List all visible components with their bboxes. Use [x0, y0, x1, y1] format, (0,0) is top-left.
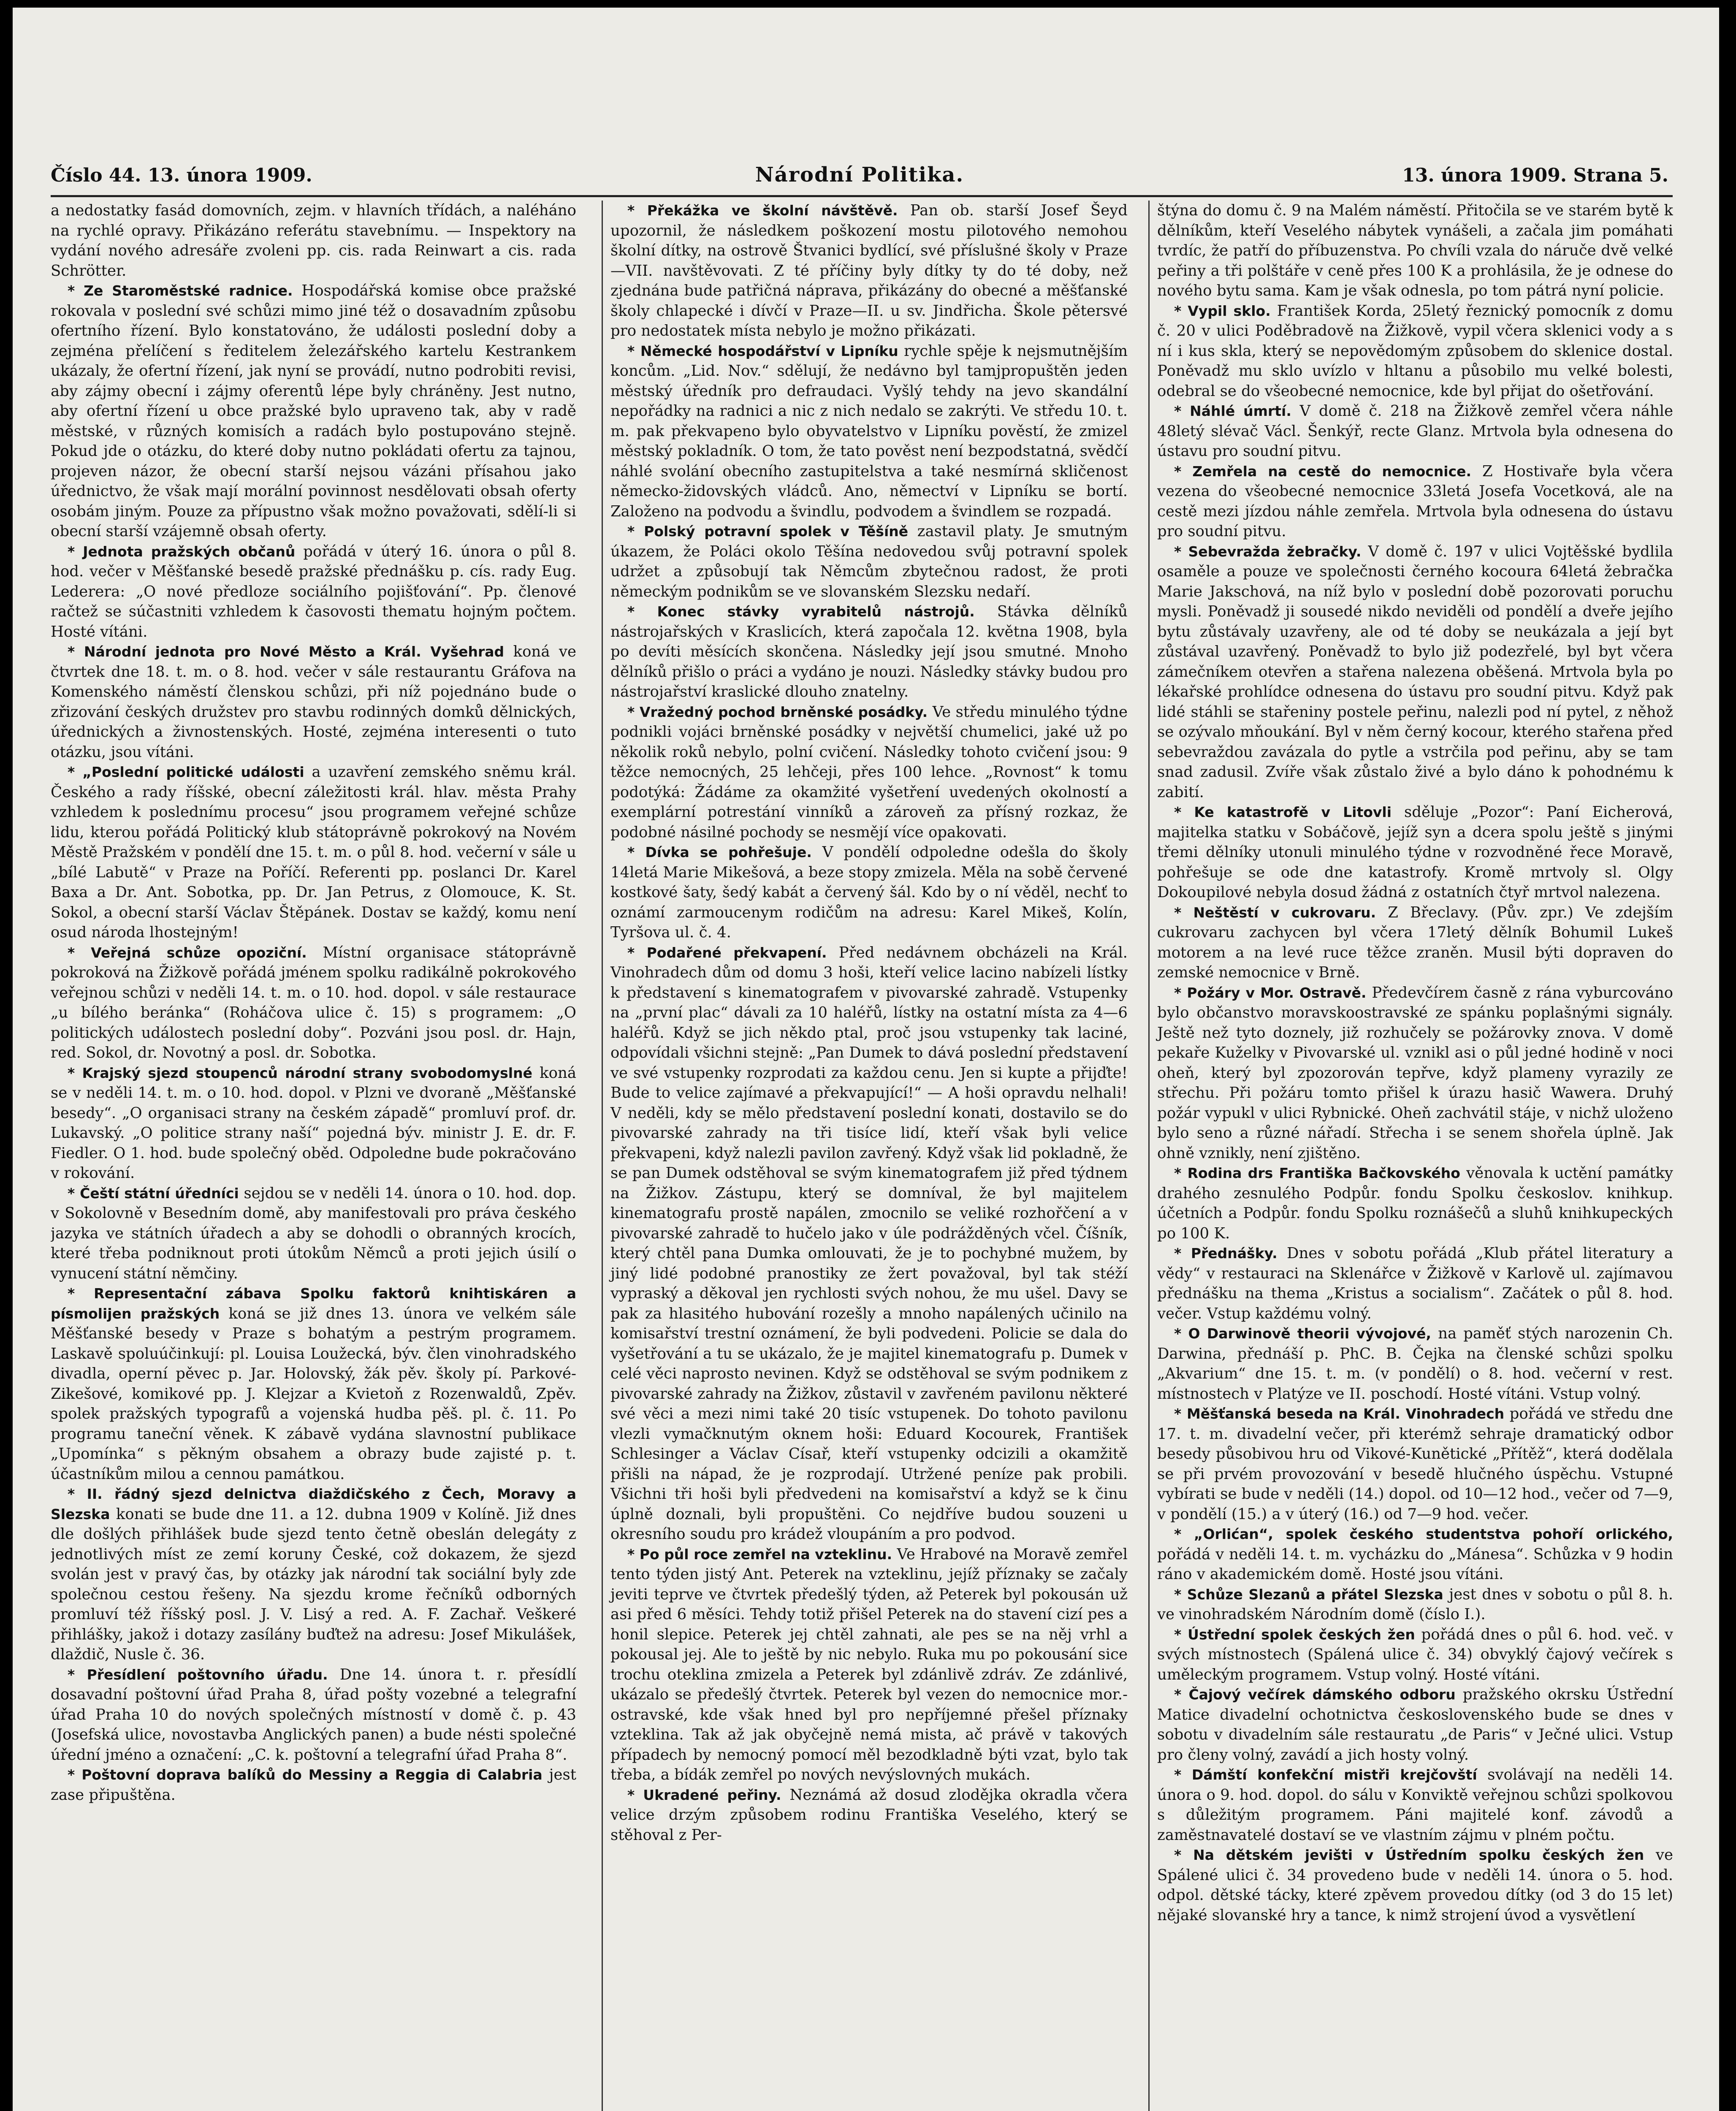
news-item-headline: * Požáry v Mor. Ostravě.	[1174, 984, 1367, 1001]
news-item-headline: * Překážka ve školní návštěvě.	[627, 202, 898, 219]
news-item	[51, 542, 576, 642]
news-item	[1157, 401, 1673, 461]
news-item-text: Z Hostivaře byla včera vezena do všeobecné nemocnice 33letá Josefa Vocetková, ale na cestě mezi jízdou náhle zemřela. Mrtvola byla odnesena do ústavu pro soudní pitvu.	[1157, 462, 1673, 540]
news-item-text: svolávají na neděli 14. února o 9. hod. dopol. do sálu v Konviktě veřejnou schůzi spolkovou s důležitým programem. Páni majitelé konf. závodů a zaměstnavatelé dostaví se ve vlastním zájmu v plném počtu.	[1157, 1766, 1673, 1844]
column-3	[1148, 201, 1673, 2111]
news-item	[51, 943, 576, 1063]
news-item	[1157, 1845, 1673, 1925]
news-item	[51, 1765, 576, 1805]
column-1	[51, 201, 576, 2111]
news-item-headline: * O Darwinově theorii vývojové,	[1174, 1325, 1432, 1342]
masthead-title: Národní Politika.	[755, 163, 964, 187]
news-item-headline: * Polský potravní spolek v Těšíně	[627, 523, 909, 540]
news-item-headline: * Ze Staroměstské radnice.	[68, 282, 293, 299]
news-item	[1157, 1163, 1673, 1243]
news-item	[1157, 201, 1673, 301]
header-rule	[51, 195, 1673, 197]
news-item	[51, 201, 576, 281]
news-item-text: pražského okrsku Ústřední Matice divadelní ochotnictva československého bude se dnes v sobotu v divadelním sále restauratu „de Paris“ v Ječné ulici. Vstup pro členy volný, zavádí a jich hosty volný.	[1157, 1686, 1673, 1764]
news-item-text: Hospodářská komise obce pražské rokovala v poslední své schůzi mimo jiné též o dosavadním způsobu ofertního řízení. Bylo konstatováno, že události poslední doby a zejména přelíčení s ředitelem železářského kartelu Kestrankem ukázaly, že ofertní řízení, jak nyní se provádí, nutno podrobiti revisi, aby zájmy obecní i zájmy oferentů lépe byly chráněny. Jest nutno, aby ofertní řízení u obce pražské bylo upraveno tak, aby v radě městské, v různých komisích a radách bylo postupováno stejně. Pokud jde o otázku, do které doby nutno pokládati ofertu za tajnou, projeven názor, že obecní starší nejsou vázáni přísahou jako úřednictvo, že však mají morální povinnost nesdělovati obsah oferty osobám jiným. Pouze za přípustno však možno považovati, sdělí-li si obecní starší vzájemně obsah oferty.	[51, 282, 576, 540]
issue-number: Číslo 44. 13. února 1909.	[51, 165, 312, 186]
news-item-text: sděluje „Pozor“: Paní Eicherová, majitelka statku v Sobáčově, jejíž syn a dcera spolu ještě s jinými třemi dělníky utonuli minulého týdne v rozvodněné řece Moravě, pohřešuje se ode dne katastrofy. Kromě mrtvoly sl. Olgy Dokoupilové nebyla dosud žádná z ostatních čtyř mrtvol nalezena.	[1157, 803, 1673, 901]
news-item-text: koná se v neděli 14. t. m. o 10. hod. dopol. v Plzni ve dvoraně „Měšťanské besedy“. „O organisaci strany na českém západě“ promluví prof. dr. Lukavský. „O politice strany naší“ pojedná býv. ministr J. E. dr. F. Fiedler. O 1. hod. bude společný oběd. Odpoledne bude pokračováno v rokování.	[51, 1064, 576, 1182]
news-item-text: ve Spálené ulici č. 34 provedeno bude v neděli 14. února o 5. hod. odpol. dětské tácky, které zpěvem provedou dítky (od 3 do 15 let) nějaké slovanské hry a tance, k nimž strojení úvod a vysvětlení	[1157, 1846, 1673, 1924]
news-item-headline: * Konec stávky vyrabitelů nástrojů.	[627, 603, 975, 620]
news-item	[1157, 802, 1673, 903]
news-item-text: štýna do domu č. 9 na Malém náměstí. Přitočila se ve starém bytě k dělníkům, kteří Veselého nábytek vynášeli, a začala jim pomáhati tvrdíc, že patří do příbuzenstva. Po chvíli vzala do náruče dvě velké peřiny a tři polštáře v ceně přes 100 K a prohlásila, že je odnese do nového bytu sama. Kam je však odnesla, po tom pátrá nyní policie.	[1157, 202, 1673, 299]
news-item-headline: * Přednášky.	[1174, 1245, 1278, 1262]
news-item-text: a nedostatky fasád domovních, zejm. v hlavních třídách, a naléháno na rychlé opravy. Přikázáno referátu stavebnímu. — Inspektory na vydání nového adresáře zvoleni pp. cis. rada Reinwart a cis. rada Schrötter.	[51, 202, 576, 279]
news-item	[51, 1283, 576, 1484]
news-item	[51, 1183, 576, 1284]
news-item-text: pořádá v úterý 16. února o půl 8. hod. večer v Měšťanské besedě pražské přednášku p. cís. rady Eug. Lederera: „O nové předloze sociálního pojišťování“. Pp. členové račtež se súčastniti vzhledem k časovosti thematu hojným počtem. Hosté vítáni.	[51, 543, 576, 640]
news-item-headline: * Rodina drs Františka Bačkovského	[1174, 1165, 1460, 1181]
news-item-text: František Korda, 25letý řeznický pomocník z domu č. 20 v ulici Poděbradově na Žižkově, vypil včera sklenici vody a s ní i kus skla, který se nepovědomým způsobem do sklenice dostal. Poněvadž mu sklo uvízlo v hltanu a působilo mu velké bolesti, odebral se do všeobecné nemocnice, kde byl přijat do ošetřování.	[1157, 302, 1673, 400]
news-item	[51, 642, 576, 762]
news-item	[610, 1544, 1128, 1785]
news-item	[610, 602, 1128, 702]
news-item-headline: * Sebevražda žebračky.	[1174, 543, 1362, 560]
news-item-headline: * Poštovní doprava balíků do Messiny a Reggia di Calabria	[68, 1766, 542, 1783]
news-item	[1157, 1324, 1673, 1404]
news-item-headline: * Jednota pražských občanů	[68, 543, 296, 560]
news-item-text: Pan ob. starší Josef Šeyd upozornil, že následkem poškození mostu pilotového nemohou školní dítky, na ostrově Štvanici bydlící, své příslušné školy v Praze—VII. navštěvovati. Z té příčiny byly dítky ty do té doby, než zjednána bude patřičná náprava, přikázány do obecné a měšťanské školy chlapecké i dívčí v Praze—II. u sv. Jindřicha. Škole pětersvé pro nedostatek místa nebylo je možno přikázati.	[610, 202, 1128, 339]
news-item	[1157, 542, 1673, 803]
news-item-text: Dne 14. února t. r. přesídlí dosavadní poštovní úřad Praha 8, úřad pošty vozebné a telegrafní úřad Praha 10 do nových společných místností v domě č. p. 43 (Josefská ulice, novostavba Anglických panen) a bude nésti společné úřední jméno a označení: „C. k. poštovní a telegrafní úřad Praha 8“.	[51, 1666, 576, 1764]
news-item-text: Ve Hrabové na Moravě zemřel tento týden jistý Ant. Peterek na vzteklinu, jejíž příznaky se začaly jeviti teprve ve čtvrtek předešlý týden, až Peterek byl pokousán už asi před 6 měsíci. Tehdy totiž přišel Peterek na do stavení cizí pes a honil slepice. Peterek jej chtěl zahnati, ale pes se na něj vrhl a pokousal jej. Ale to ještě by nic nebylo. Ruka mu po pokousání sice trochu oteklina zmizela a Peterek byl zdánlivě zdráv. Ze zdánlivé, ukázalo se předešlý čtvrtek. Peterek byl vezen do nemocnice mor.-ostravské, kde však hned byl pro nepříjemné přešel příznaky vzteklina. Tak až jak obyčejně nemá mista, ač právě v takových případech by nemocný pomocí měl bezodkladně býti vzat, bylo tak třeba, a bídák zemřel po nových nevýslovných mukách.	[610, 1545, 1128, 1783]
article-columns	[51, 201, 1672, 2111]
news-item-text: rychle spěje k nejsmutnějším koncům. „Lid. Nov.“ sdělují, že nedávno byl tamjpropuštěn jeden městský úředník pro defraudaci. Vyšlý tehdy na jevo skandální nepořádky na radnici a nic z nich nedalo se zakrýti. Ve středu 10. t. m. pak překvapeno bylo obyvatelstvo v Lipníku pověstí, že zmizel městský pokladník. O tom, že tato pověst není bezpodstatná, svědčí náhlé svolání obecního zastupitelstva a také nesmírná skličenost německo-židovských vládců. Ano, němectví v Lipníku se bortí. Založeno na podvodu a švindlu, podvodem a švindlem se rozpadá.	[610, 342, 1128, 520]
news-item-text: Místní organisace státoprávně pokroková na Žižkově pořádá jménem spolku radikálně pokrokového veřejnou schůzi v neděli 14. t. m. o 10. hod. dopol. v sále restaurace „u bílého beránka“ (Roháčova ulice č. 15) s programem: „O politických událostech poslední doby“. Pozváni jsou posl. dr. Hajn, red. Sokol, dr. Novotný a posl. dr. Sobotka.	[51, 944, 576, 1061]
news-item-headline: * Národní jednota pro Nové Město a Král. Vyšehrad	[68, 643, 505, 660]
news-item-headline: * Zemřela na cestě do nemocnice.	[1174, 463, 1472, 480]
news-item-text: Před nedávnem obcházeli na Král. Vinohradech dům od domu 3 hoši, kteří velice lacino nabízeli lístky k představení s kinematografem v pivovarské zahradě. Vstupenky na „první plac“ dávali za 10 haléřů, lístky na ostatní místa za 4—6 haléřů. Když se jich někdo ptal, proč jsou vstupenky tak laciné, odpovídali všichni stejně: „Pan Dumek to dává poslední představení ve své vstupenky rozprodati za každou cenu. Jen si kupte a přijďte! Bude to velice zajímavé a překvapující!“ — A hoši opravdu nelhali! V neděli, kdy se mělo představení poslední konati, dostavilo se do pivovarské zahrady na tři tisíce lidí, kteří však byli velice překvapeni, když nalezli pavilon zavřený. Když však lid pokladně, že se pan Dumek odstěhoval se svým kinematografem již před týdnem na Žižkov. Zástupu, který se domníval, že byl majitelem kinematografu prostě napálen, zmocnilo se veliké rozhořčení a v pivovarské zahradě to hučelo jako v úle podrážděných včel. Číšník, který chtěl pana Dumka omlouvati, že je to pochybné mužem, by jiný lidé podobné pranostiky ze žert považoval, byl tak stéží vypraský a děkoval jen rychlosti svých nohou, že mu ušel. Davy se pak za hlasitého hubování rozešly a mnoho napálených učinilo na komisařství trestní oznámení, že byli podvedeni. Policie se dala do vyšetřování a tu se ukázalo, že je majitel kinematografu p. Dumek v celé věci naprosto nevinen. Když se odstěhoval se svým podnikem z pivovarské zahrady na Žižkov, zůstavil v zavřeném pavilonu některé své věci a mezi nimi také 20 tisíc vstupenek. Do tohoto pavilonu vlezli vymačknutým oknem hoši: Eduard Kocourek, František Schlesinger a Václav Císař, kteří vstupenky odcizili a okamžitě přišli na nápad, že je rozprodají. Utržené peníze pak probili. Všichni tři hoši byli předvedeni na komisařství a když se k činu úplně doznali, byli propuštěni. Co nejdříve budou souzeni u okresního soudu pro krádež vloupáním a pro podvod.	[610, 944, 1128, 1543]
news-item	[51, 762, 576, 943]
page-header	[51, 165, 1668, 194]
news-item-text: Ve středu minulého týdne podnikli vojáci brněnské posádky v největší chumelici, jaké už po několik roků nebylo, polní cvičení. Následky tohoto cvičení jsou: 9 těžce nemocných, 25 lehčeji, přes 100 lehce. „Rovnost“ k tomu podotýká: Žádáme za okamžité vyšetření uvedených okolností a exemplární potrestání vinníků a zároveň za přísný rozkaz, že podobné násilné pochody se nesmějí více opakovati.	[610, 703, 1128, 841]
news-item-headline: * Podařené překvapení.	[627, 944, 827, 961]
news-item	[610, 201, 1128, 341]
news-item	[610, 1785, 1128, 1845]
news-item	[610, 842, 1128, 943]
news-item-headline: * Německé hospodářství v Lipníku	[627, 342, 898, 359]
news-item	[1157, 1765, 1673, 1845]
news-item	[1157, 1585, 1673, 1625]
news-item-text: V pondělí odpoledne odešla do školy 14letá Marie Mikešová, a beze stopy zmizela. Měla na sobě červené kostkové šaty, šedý kabát a červený šál. Kdo by o ní věděl, nechť to oznámí zarmoucenym rodičům na adresu: Karel Mikeš, Kolín, Tyršova ul. č. 4.	[610, 844, 1128, 941]
news-item-headline: * II. řádný sjezd delnictva diaždičského z Čech, Moravy a Slezska	[51, 1486, 576, 1522]
news-item-text: na paměť stých narozenin Ch. Darwina, přednáší p. PhC. B. Čejka na členské schůzi spolku „Akvarium“ dne 15. t. m. (v pondělí) o 8. hod. večerní v rest. místnostech v Platýze ve II. poschodí. Hosté vítáni. Vstup volný.	[1157, 1325, 1673, 1403]
news-item-text: věnovala k uctění památky drahého zesnulého Podpůr. fondu Spolku českoslov. knihkup. účetních a Podpůr. fondu Spolku roznášečů a sluhů knihkupeckých po 100 K.	[1157, 1164, 1673, 1242]
news-item-text: sejdou se v neděli 14. února o 10. hod. dop. v Sokolovně v Besedním domě, aby manifestovali pro práva českého jazyka ve státních úřadech a aby se dohodli o obranných krocích, které třeba podniknout proti útokům Němců a proti jejich úsilí o vynucení státní němčiny.	[51, 1184, 576, 1282]
news-item	[610, 521, 1128, 602]
news-item-text: Dnes v sobotu pořádá „Klub přátel literatury a vědy“ v restauraci na Sklenářce v Žižkově v Karlově ul. zajímavou přednášku na thema „Kristus a socialism“. Začátek o půl 8. hod. večer. Vstup každému volný.	[1157, 1245, 1673, 1322]
news-item-headline: * Na dětském jevišti v Ústředním spolku českých žen	[1174, 1847, 1644, 1863]
column-2	[602, 201, 1128, 2111]
news-item	[1157, 301, 1673, 402]
news-item-text: konati se bude dne 11. a 12. dubna 1909 v Kolíně. Již dnes dle došlých přihlášek bude sjezd tento četně obeslán delegáty z jednotlivých míst ze zemí koruny České, což dokazem, že sjezd svolán jest v pravý čas, by otázky jak národní tak sociální byly zde společnou cestou řešeny. Na sjezdu krome řečníků odborných promluví též říšský posl. J. V. Lisý a red. A. F. Zachař. Veškeré přihlášky, jakož i dotazy zasílány buďtež na adresu: Josef Mikulášek, dlaždič, Nusle č. 36.	[51, 1505, 576, 1663]
news-item-text: zastavil platy. Je smutným úkazem, že Poláci okolo Těšína nedovedou svůj potravní spolek udržet a způsobují tak Němcům zbytečnou radost, že proti německým podnikům se ve slovanském Slezsku nedaří.	[610, 523, 1128, 600]
news-item-text: V domě č. 218 na Žižkově zemřel včera náhle 48letý slévač Václ. Šenkýř, recte Glanz. Mrtvola byla odnesena do ústavu pro soudní pitvu.	[1157, 402, 1673, 460]
news-item-text: Z Břeclavy. (Pův. zpr.) Ve zdejším cukrovaru zachycen byl včera 17letý dělník Bohumil Lukeš motorem a na levé ruce těžce zraněn. Musil býti dopraven do zemské nemocnice v Brně.	[1157, 904, 1673, 981]
news-item	[610, 943, 1128, 1544]
news-item-text: koná se již dnes 13. února ve velkém sále Měšťanské besedy v Praze s bohatým a pestrým programem. Laskavě spoluúčinkují: pl. Louisa Loužecká, býv. člen vinohradského divadla, operní pěvec p. Jar. Holovský, žák pěv. školy pí. Parkové-Zikešové, komikové pp. J. Klejzar a Kvietoň z Rozenwaldů, Zpěv. spolek pražských typografů a vojenská hudba pěš. pl. č. 11. Po programu taneční věnek. K zábavě vydána slavnostní publikace „Upomínka“ s pěkným obsahem a obrazy bude zajisté p. t. účastníkům milou a cennou památkou.	[51, 1305, 576, 1483]
news-item-text: V domě č. 197 v ulici Vojtěšské bydlila osaměle a pouze ve společnosti černého kocoura 64letá žebračka Marie Jakschová, na níž bylo v poslední době pozorovati poruchu mysli. Poněvadž ji sousedé nikdo neviděli od pondělí a dveře jejího bytu zůstávaly uzavřeny, ale od té doby se neukázala a její byt zůstával uzavřený. Poněvadž to bylo již podezřelé, byl byt včera zámečníkem otevřen a stařena nalezena oběšená. Mrtvola byla po lékařské prohlídce odnesena do ústavu pro soudní pitvu. Když pak lidé stáhli se stařeniny postele peřinu, nalezli pod ní pytel, z něhož se ozývalo mňoukání. Byl v něm černý kocour, kterého stařena před sebevraždou zavázala do pytle a vstrčila pod peřinu, aby se tam snad zadusil. Zvíře však zůstalo živé a bylo dáno k pohodnému k zabití.	[1157, 543, 1673, 801]
news-item-headline: * Dámští konfekční mistři krejčovští	[1174, 1766, 1477, 1783]
news-item-text: Stávka dělníků nástrojařských v Kraslicích, která započala 12. května 1908, byla po devíti měsících skončena. Následky její jsou smutné. Mnoho dělníků přišlo o práci a vydáno je nouzi. Následky stávky budou pro nástrojařství kraslické dlouho znatelny.	[610, 603, 1128, 700]
news-item	[1157, 1625, 1673, 1685]
news-item-text: jest zase připuštěna.	[51, 1766, 576, 1804]
news-item	[1157, 1243, 1673, 1324]
news-item	[1157, 1404, 1673, 1524]
news-item-headline: * Representační zábava Spolku faktorů knihtiskáren a písmolijen pražských	[51, 1285, 576, 1322]
news-item-headline: * „Poslední politické události	[68, 764, 304, 780]
news-item	[51, 1665, 576, 1765]
news-item-headline: * Ústřední spolek českých žen	[1174, 1626, 1415, 1643]
news-item	[51, 281, 576, 542]
news-item-headline: * Čajový večírek dámského odboru	[1174, 1686, 1456, 1703]
news-item	[1157, 903, 1673, 983]
news-item-text: Předevčírem časně z rána vyburcováno bylo občanstvo moravskoostravské ze spánku poplašnými signály. Ještě než tyto doznely, již rozhučely se požárovky znova. V domě pekaře Kuželky v Pivovarské ul. vznikl asi o půl jedné hodině v noci oheň, který byl zpozorován tepřve, když plameny vyrazily ze střechu. Při požáru tomto přišel k úrazu hasič Wawera. Druhý požár vypukl v ulici Rybnické. Oheň zachvátil stáje, v nichž uloženo bylo seno a různé nářadí. Střecha i se senem shořela úplně. Jak ohně vznikly, není zjištěno.	[1157, 984, 1673, 1162]
news-item-headline: * Vražedný pochod brněnské posádky.	[627, 703, 928, 720]
news-item-headline: * Schůze Slezanů a přátel Slezska	[1174, 1586, 1443, 1603]
date-page-number: 13. února 1909. Strana 5.	[1402, 165, 1668, 186]
news-item-text: Neznámá až dosud zlodějka okradla včera velice drzým způsobem rodinu Františka Veselého, který se stěhoval z Per-	[610, 1786, 1128, 1844]
news-item-headline: * „Orlićan“, spolek českého studentstva pohoří orlického,	[1174, 1526, 1673, 1542]
news-item-text: jest dnes v sobotu o půl 8. h. ve vinohradském Národním domě (číslo I.).	[1157, 1585, 1673, 1623]
news-item-headline: * Náhlé úmrtí.	[1174, 403, 1291, 419]
news-item-text: pořádá ve středu dne 17. t. m. divadelní večer, při kterémž sehraje dramatický odbor besedy působivou hru od Vikové-Kunětické „Přítěž“, která dodělala se při prvém provozování v besedě hlučného úspěchu. Vstupné vybírati se bude v neděli (14.) dopol. od 10—12 hod., večer od 7—9, v pondělí (15.) a v úterý (16.) od 7—9 hod. večer.	[1157, 1405, 1673, 1523]
news-item	[1157, 1524, 1673, 1585]
news-item	[51, 1063, 576, 1183]
news-item	[1157, 461, 1673, 542]
news-item	[1157, 1685, 1673, 1765]
news-item-headline: * Ukradené peřiny.	[627, 1786, 781, 1803]
news-item	[1157, 983, 1673, 1164]
news-item	[610, 702, 1128, 843]
news-item-text: a uzavření zemského sněmu král. Českého a rady říšské, obecní záležitosti král. hlav. města Prahy vzhledem k poslednímu procesu“ jsou programem veřejné schůze lidu, kterou pořádá Politický klub státoprávně pokrokový na Novém Městě Pražském v pondělí dne 15. t. m. o půl 8. hod. večerní v sále u „bílé Labutě“ v Praze na Poříčí. Referenti pp. poslanci Dr. Karel Baxa a Dr. Ant. Sobotka, pp. Dr. Jan Petrus, z Olomouce, K. St. Sokol, a obecní starší Václav Štěpánek. Dostav se každý, komu není osud národa lhostejným!	[51, 763, 576, 941]
news-item-headline: * Neštěstí v cukrovaru.	[1174, 904, 1376, 921]
news-item-text: pořádá dnes o půl 6. hod. več. v svých místnostech (Spálená ulice č. 34) obvyklý čajový večírek s uměleckým programem. Vstup volný. Hosté vítáni.	[1157, 1625, 1673, 1683]
news-item-headline: * Přesídlení poštovního úřadu.	[68, 1666, 328, 1683]
news-item-headline: * Dívka se pohřešuje.	[627, 844, 812, 860]
news-item-text: koná ve čtvrtek dne 18. t. m. o 8. hod. večer v sále restaurantu Gráfova na Komenského náměstí členskou schůzi, při níž pojednáno bude o zřizování českých družstev pro stavbu rodinných domků dělnických, úřednických a živnostenských. Hosté, zejména interesenti o tuto otázku, jsou vítáni.	[51, 643, 576, 761]
news-item-headline: * Čeští státní úředníci	[68, 1185, 239, 1202]
news-item-headline: * Krajský sjezd stoupenců národní strany svobodomyslné	[68, 1064, 532, 1081]
news-item-headline: * Ke katastrofě v Litovli	[1174, 804, 1392, 820]
news-item-headline: * Měšťanská beseda na Král. Vinohradech	[1174, 1406, 1505, 1422]
news-item-headline: * Vypil sklo.	[1174, 302, 1271, 319]
news-item	[610, 341, 1128, 522]
news-item	[51, 1484, 576, 1665]
news-item-text: pořádá v neděli 14. t. m. vycházku do „Mánesa“. Schůzka v 9 hodin ráno v akademickém domě. Hosté jsou vítáni.	[1157, 1545, 1673, 1583]
news-item-headline: * Po půl roce zemřel na vzteklinu.	[627, 1546, 892, 1563]
news-item-headline: * Veřejná schůze opoziční.	[68, 944, 307, 961]
